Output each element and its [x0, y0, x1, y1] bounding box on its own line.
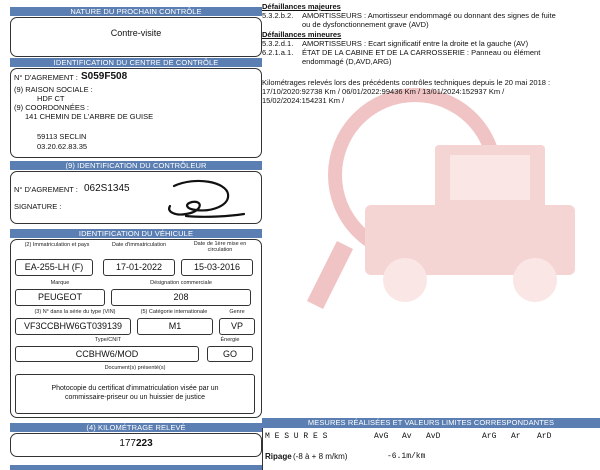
centre-city: 59113 SECLIN: [37, 132, 87, 141]
date-immat-label: Date d'immatriculation: [111, 242, 167, 248]
min-1-code: 5.3.2.d.1.: [262, 39, 294, 48]
km-history-3: 15/02/2024:154231 Km /: [262, 96, 345, 105]
date-immat-value: 17-01-2022: [103, 259, 175, 276]
min-2-text-1: ÉTAT DE LA CABINE ET DE LA CARROSSERIE : Panneau ou élément: [302, 48, 541, 57]
vehicule-box: [10, 239, 262, 418]
energie-value: GO: [207, 346, 253, 362]
vin-label: (3) N° dans la série du type (VIN): [34, 309, 116, 315]
designation-value: 208: [111, 289, 251, 306]
centre-address: 141 CHEMIN DE L'ARBRE DE GUISE: [25, 112, 154, 121]
controleur-signature-label: SIGNATURE :: [14, 202, 62, 211]
centre-box: [10, 68, 262, 158]
ripage-label: Ripage: [265, 452, 292, 461]
maj-1-code: 5.3.2.b.2.: [262, 11, 294, 20]
km-value-light: 177: [119, 438, 136, 449]
genre-label: Genre: [229, 309, 245, 315]
marque-value: PEUGEOT: [15, 289, 105, 306]
vehicule-header: IDENTIFICATION DU VÉHICULE: [10, 229, 262, 238]
energie-label: Énergie: [220, 337, 240, 343]
controleur-box: [10, 171, 262, 224]
nature-box: [10, 17, 262, 57]
ripage-range: (-8 à + 8 m/km): [293, 452, 348, 461]
maj-1-text-1: AMORTISSEURS : Amortisseur endommagé ou donnant des signes de fuite: [302, 11, 556, 20]
immat-label: (2) Immatriculation et pays: [24, 242, 90, 248]
mesures-table: [262, 428, 600, 470]
majeures-title: Défaillances majeures: [262, 2, 341, 11]
categorie-label: (5) Catégorie internationale: [140, 309, 208, 315]
mineures-title: Défaillances mineures: [262, 30, 342, 39]
centre-coord-label: (9) COORDONNÉES :: [14, 103, 90, 112]
vin-value: VF3CCBHW6GT039139: [15, 318, 131, 335]
km-history-2: 17/10/2020:92738 Km / 06/01/2022:99436 Km / 13/01/2024:152937 Km /: [262, 87, 505, 96]
col-avd: AvD: [426, 432, 441, 441]
controleur-agrement-value: 062S1345: [84, 183, 130, 194]
date-1ere-value: 15-03-2016: [181, 259, 253, 276]
min-1-text: AMORTISSEURS : Ecart significatif entre la droite et la gauche (AV): [302, 39, 529, 48]
min-2-text-2: endommagé (D,AVD,ARG): [302, 57, 392, 66]
km-history-1: Kilométrages relevés lors des précédents contrôles techniques depuis le 20 mai 2018 :: [262, 78, 551, 87]
marque-label: Marque: [50, 280, 70, 286]
centre-agrement-label: N° D'AGREMENT :: [14, 73, 78, 82]
centre-raison-label: (9) RAISON SOCIALE :: [14, 85, 93, 94]
docs-label: Document(s) présenté(s): [104, 365, 166, 371]
date-1ere-label: Date de 1ère mise en circulation: [193, 241, 247, 253]
nature-header: NATURE DU PROCHAIN CONTRÔLE: [10, 7, 262, 16]
docs-box: [15, 374, 255, 414]
ripage-value: -6.1m/km: [387, 452, 426, 461]
maj-1-text-2: ou de dysfonctionnement grave (AVD): [302, 20, 429, 29]
col-arg: ArG: [482, 432, 497, 441]
min-2-code: 6.2.1.a.1.: [262, 48, 294, 57]
designation-label: Désignation commerciale: [150, 280, 212, 286]
nature-value: Contre-visite: [110, 28, 162, 38]
immat-value: EA-255-LH (F): [15, 259, 93, 276]
type-value: CCBHW6/MOD: [15, 346, 199, 362]
type-label: Type/CNIT: [94, 337, 122, 343]
docs-value-2: commissaire-priseur ou un huissier de justice: [64, 394, 206, 401]
col-ard: ArD: [537, 432, 552, 441]
genre-value: VP: [219, 318, 255, 335]
km-value-bold: 223: [136, 438, 153, 449]
col-mesures: M E S U R E S: [265, 432, 328, 441]
col-ar: Ar: [511, 432, 521, 441]
signature-image: [156, 176, 246, 222]
categorie-value: M1: [137, 318, 213, 335]
centre-phone: 03.20.62.83.35: [37, 142, 88, 151]
centre-header: IDENTIFICATION DU CENTRE DE CONTRÔLE: [10, 58, 262, 67]
controleur-header: (9) IDENTIFICATION DU CONTRÔLEUR: [10, 161, 262, 170]
km-box: [10, 433, 262, 457]
centre-agrement-value: S059F508: [81, 71, 128, 82]
col-avg: AvG: [374, 432, 389, 441]
km-header: (4) KILOMÉTRAGE RELEVÉ: [10, 423, 262, 432]
centre-raison-value: HDF CT: [37, 94, 65, 103]
controleur-agrement-label: N° D'AGREMENT :: [14, 185, 78, 194]
mesures-header: MESURES RÉALISÉES ET VALEURS LIMITES CORRESPONDANTES: [262, 418, 600, 428]
col-av: Av: [402, 432, 412, 441]
bottom-cut-header: [10, 465, 262, 470]
docs-value-1: Photocopie du certificat d'immatriculation visée par un: [51, 385, 219, 392]
